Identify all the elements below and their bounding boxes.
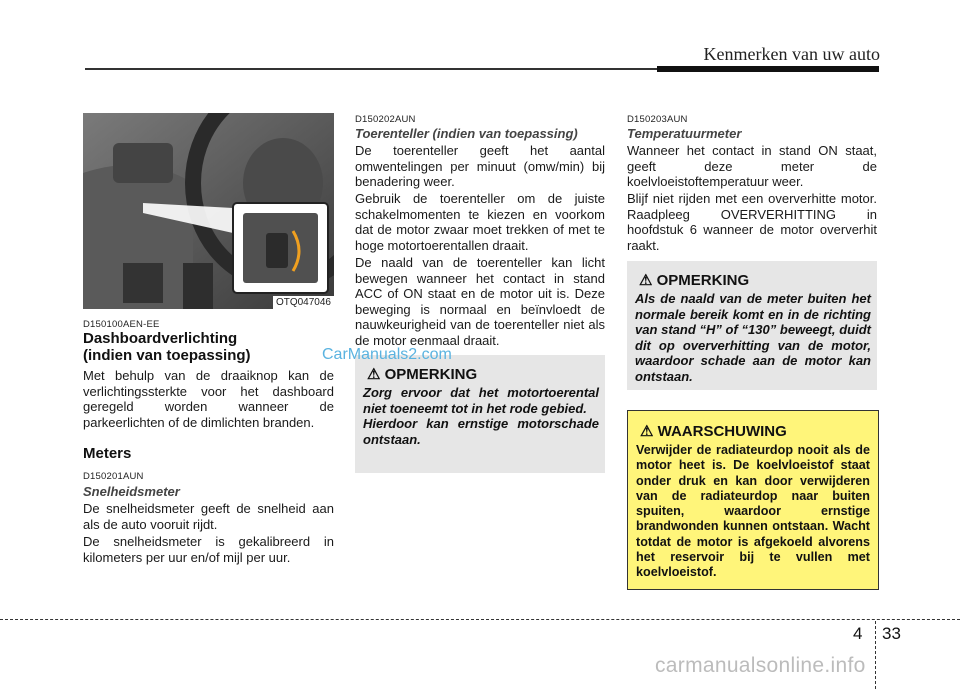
- page-number-divider: [875, 621, 876, 689]
- heading-line: (indien van toepassing): [83, 347, 251, 364]
- dashboard-photo-illustration: [83, 113, 334, 309]
- section-code: D150203AUN: [627, 114, 688, 125]
- note-box-tachometer: [355, 355, 605, 473]
- footer-site-link[interactable]: carmanualsonline.info: [655, 654, 866, 677]
- page-number: 33: [882, 624, 901, 643]
- watermark: CarManuals2.com: [322, 346, 452, 363]
- section-heading-dashboard-lighting: [83, 330, 334, 364]
- image-caption: OTQ047046: [273, 296, 334, 309]
- paragraph: Met behulp van de draaiknop kan de verlichtingssterkte voor het dashboard geregeld worden wanneer de parkeerlichten of de dimlichten branden.: [83, 368, 334, 430]
- note-title: ⚠ OPMERKING: [639, 272, 750, 289]
- warning-icon: ⚠: [640, 423, 654, 440]
- subheading-tachometer: Toerenteller (indien van toepassing): [355, 126, 578, 141]
- warning-title: ⚠ WAARSCHUWING: [640, 423, 787, 440]
- warning-box: [627, 410, 879, 590]
- header-rule-accent: [657, 66, 879, 72]
- section-code: D150202AUN: [355, 114, 416, 125]
- paragraph: Blijf niet rijden met een oververhitte motor. Raadpleeg OVERVERHITTING in hoofdstuk 6 wanneer de motor oververhit raakt.: [627, 191, 877, 253]
- note-text: Zorg ervoor dat het motortoerental niet toeneemt tot in het rode gebied. Hierdoor kan ernstige motorschade ontstaan.: [363, 385, 599, 447]
- footer-rule: [0, 619, 960, 620]
- dashboard-illumination-photo: [83, 113, 334, 309]
- caution-icon: ⚠: [367, 366, 381, 383]
- note-text: Als de naald van de meter buiten het normale bereik komt en in de richting van stand “H” of “130” beweegt, duidt dit op oververhitting van de motor, waardoor schade aan de motor kan ontstaan.: [635, 291, 871, 384]
- paragraph: Gebruik de toerenteller om de juiste schakelmomenten te kiezen en voorkom dat de motor zwaar moet trekken of met te hoge motortoerentallen draait.: [355, 191, 605, 253]
- paragraph: De snelheidsmeter geeft de snelheid aan als de auto vooruit rijdt.: [83, 501, 334, 532]
- section-heading-meters: Meters: [83, 445, 132, 462]
- section-code: D150201AUN: [83, 471, 144, 482]
- caution-icon: ⚠: [639, 272, 653, 289]
- note-box-temperature: [627, 261, 877, 390]
- page-header-title: Kenmerken van uw auto: [703, 44, 880, 64]
- heading-line: Dashboardverlichting: [83, 330, 238, 347]
- header-rule: [85, 68, 657, 70]
- paragraph: Wanneer het contact in stand ON staat, geeft deze meter de koelvloeistoftemperatuur weer.: [627, 143, 877, 189]
- note-title: ⚠ OPMERKING: [367, 366, 478, 383]
- paragraph: De naald van de toerenteller kan licht bewegen wanneer het contact in stand ACC of ON staat en de motor uit is. Deze beweging is normaal en beïnvloedt de nauwkeurigheid van de toerenteller niet als de motor eenmaal draait.: [355, 255, 605, 348]
- subheading-temperature-gauge: Temperatuurmeter: [627, 126, 742, 141]
- section-code: D150100AEN-EE: [83, 319, 160, 330]
- paragraph: De snelheidsmeter is gekalibreerd in kilometers per uur en/of mijl per uur.: [83, 534, 334, 565]
- chapter-number: 4: [853, 624, 863, 643]
- warning-text: Verwijder de radiateurdop nooit als de motor heet is. De koelvloeistof staat onder druk en kan door verwijderen van de radiateurdop naar buiten spuiten, waardoor ernstige brandwonden kunnen ontstaan. Wacht totdat de motor is afgekoeld alvorens het reservoir bij te vullen met koelvloeistof.: [636, 443, 870, 580]
- subheading-speedometer: Snelheidsmeter: [83, 484, 180, 499]
- paragraph: De toerenteller geeft het aantal omwentelingen per minuut (omw/min) bij benadering weer.: [355, 143, 605, 189]
